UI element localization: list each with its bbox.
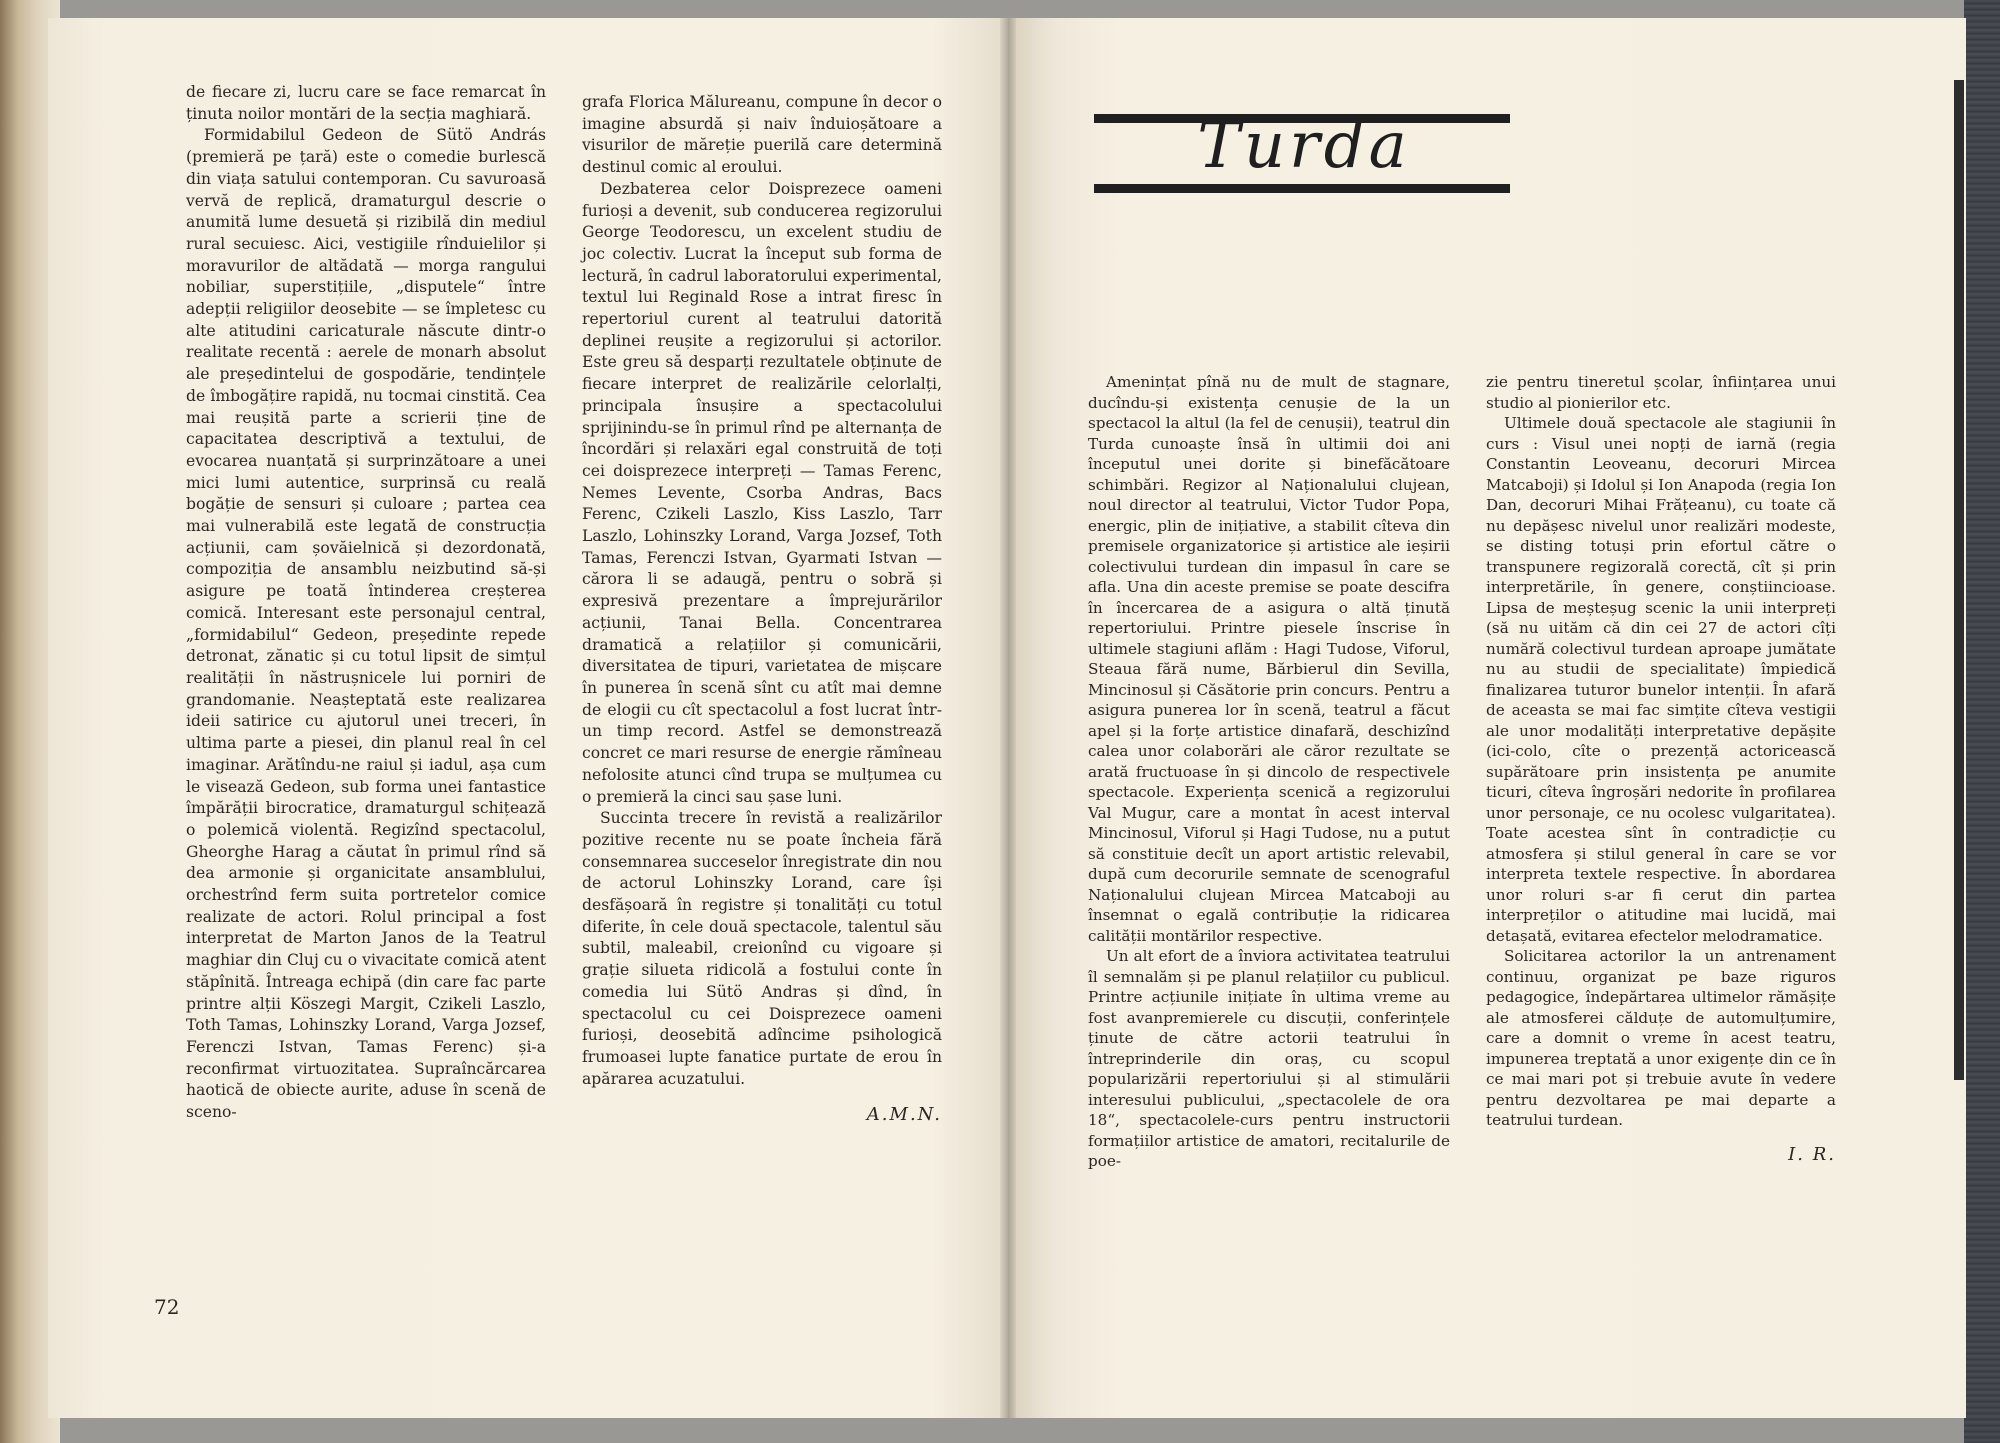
right-column-2	[1486, 372, 1836, 1165]
paragraph: Succinta trecere în revistă a realizărilor pozitive recente nu se poate încheia fără consemnarea succeselor înregistrate din nou de actorul Lohinszky Lorand, care își desfășoară în registre și tonalități cu totul diferite, în cele două spectacole, talentul său subtil, maleabil, creionînd cu vigoare și grație silueta ridicolă a fostului conte în comedia lui Sütö Andras și dînd, în spectacolul cu cei Doisprezece oameni furioși, deosebită adîncime psihologică frumoasei lupte fanatice purtate de erou în apărarea acuzatului.	[582, 809, 942, 1088]
left-column-2	[582, 92, 942, 1126]
title-rule-bottom	[1094, 184, 1510, 193]
paragraph: Un alt efort de a înviora activitatea teatrului îl semnalăm și pe planul relațiilor cu publicul. Printre acțiunile inițiate în ultima vreme au fost avanpremierele cu discuții, conferințele ținute de către actorii teatrului în întreprinderile din oraș, cu scopul popularizării repertoriului și al stimulării interesului publicului, „spectacolele de ora 18“, spectacolele-curs pentru instructorii formațiilor artistice de amatori, recitalurile de poe-	[1088, 947, 1450, 1170]
section-title-block	[1094, 100, 1510, 200]
author-signature: A.M.N.	[866, 1104, 942, 1126]
author-signature: I. R.	[1788, 1143, 1836, 1165]
paragraph: Solicitarea actorilor la un antrenament continuu, organizat pe baze riguros pedagogice, îndepărtarea ultimelor rămășițe ale atmosferei călduțe de automulțumire, care a domnit o vreme în acest teatru, impunerea treptată a unor exigențe din ce în ce mai mari pot și trebuie avute în vedere pentru dezvoltarea pe mai departe a teatrului turdean.	[1486, 947, 1836, 1129]
paragraph: Formidabilul Gedeon de Sütö András (premieră pe țară) este o comedie burlescă din viața satului contemporan. Cu savuroasă vervă de replică, dramaturgul descrie o anumită lume desuetă și rizibilă din mediul rural secuiesc. Aici, vestigiile rînduielilor și moravurilor de altădată — morga rangului nobiliar, superstițiile, „disputele“ între adepții religiilor deosebite — se împletesc cu alte atitudini caricaturale născute dintr-o realitate recentă : aerele de monarh absolut ale președintelui de gospodărie, tendințele de îmbogățire rapidă, nu tocmai cinstită. Cea mai reușită parte a scrierii ține de capacitatea descriptivă a textului, de evocarea nuanțată și surprinzătoare a unei mici lumi autentice, surprinsă cu reală bogăție de sensuri și culoare ; partea cea mai vulnerabilă este legată de construcția acțiunii, cam șovăielnică și dezordonată, compoziția de ansamblu neizbutind să-și asigure pe toată întinderea creșterea comică. Interesant este personajul central, „formidabilul“ Gedeon, președinte repede detronat, zănatic și cu totul lipsit de simțul realității în năstrușnicele lui porniri de grandomanie. Neașteptată este realizarea ideii satirice cu ajutorul unei treceri, în ultima parte a piesei, din planul real în cel imaginar. Arătîndu-ne raiul și iadul, așa cum le visează Gedeon, sub forma unei fantastice împărății birocratice, dramaturgul schițează o polemică violentă. Regizînd spectacolul, Gheorghe Harag a căutat în primul rînd să dea armonie și organicitate ansamblului, orchestrînd ferm suita portretelor comice realizate de actori. Rolul principal a fost interpretat de Marton Janos de la Teatrul maghiar din Cluj cu o vivacitate comică atent stăpînită. Întreaga echipă (din care fac parte printre alții Köszegi Margit, Czikeli Laszlo, Toth Tamas, Lohinszky Lorand, Varga Jozsef, Ferenczi Istvan, Tamas Ferenc) și-a reconfirmat virtuozitatea. Supraîncărcarea haotică de obiecte aurite, aduse în scenă de sceno-	[186, 126, 546, 1122]
left-column-1	[186, 82, 546, 1124]
book-cover-edge	[1964, 0, 2000, 1443]
paragraph: Ultimele două spectacole ale stagiunii în curs : Visul unei nopți de iarnă (regia Constantin Leoveanu, decoruri Mircea Matcaboji) și Idolul și Ion Anapoda (regia Ion Dan, decoruri Mihai Frățeanu), cu toate că nu depășesc nivelul unor realizări modeste, se disting totuși prin efortul către o transpunere regizorală corectă, cît și prin interpretările, în genere, conștiincioase. Lipsa de meșteșug scenic la unii interpreți (să nu uităm că din cei 27 de actori cîți numără colectivul turdean aproape jumătate nu au studii de specialitate) împiedică finalizarea tuturor bunelor intenții. În afară de aceasta se mai fac simțite cîteva vestigii ale unor modalități interpretative depășite (ici-colo, cîte o prezență actoricească supărătoare prin insistența pe anumite ticuri, cîteva îngroșări nedorite în profilarea unor personaje, ce nu ocolesc vulgaritatea). Toate acestea sînt în contradicție cu atmosfera și stilul general în care se vor interpreta textele respective. În abordarea unor roluri s-ar fi cerut din partea interpreților o atitudine mai lucidă, mai detașată, evitarea efectelor melodramatice.	[1486, 414, 1836, 945]
section-title: Turda	[1197, 109, 1411, 183]
book-gutter	[1000, 18, 1016, 1418]
paragraph: Amenințat pînă nu de mult de stagnare, ducîndu-și existența cenușie de la un spectacol la altul (la fel de cenușii), teatrul din Turda cunoaște însă în ultimii doi ani începutul unei dorite și binefăcătoare schimbări. Regizor al Naționalului clujean, noul director al teatrului, Victor Tudor Popa, energic, plin de inițiative, a stabilit cîteva din premisele organizatorice și artistice ale ieșirii colectivului turdean din impasul în care se afla. Una din aceste premise se poate descifra în încercarea de a asigura o altă ținută repertoriului. Printre piesele înscrise în ultimele stagiuni aflăm : Hagi Tudose, Viforul, Steaua fără nume, Bărbierul din Sevilla, Mincinosul și Căsătorie prin concurs. Pentru a asigura punerea lor în scenă, teatrul a făcut apel și la forțe artistice dinafară, deschizînd calea unor colaborări ale căror rezultate se arată fructuoase în și dincolo de respectivele spectacole. Experiența scenică a regizorului Val Mugur, care a montat în acest interval Mincinosul, Viforul și Hagi Tudose, nu a putut să constituie decît un aport artistic relevabil, după cum decorurile semnate de scenograful Naționalului clujean Mircea Matcaboji au însemnat o egală contribuție la ridicarea calității montărilor respective.	[1088, 373, 1450, 945]
paragraph: Dezbaterea celor Doisprezece oameni furioși a devenit, sub conducerea regizorului George Teodorescu, un excelent studiu de joc colectiv. Lucrat la început sub forma de lectură, în cadrul laboratorului experimental, textul lui Reginald Rose a intrat firesc în repertoriul curent al teatrului datorită deplinei reușite a regizorului și actorilor. Este greu să desparți rezultatele obținute de fiecare interpret de realizările celorlalți, principala însușire a spectacolului sprijinindu-se în primul rînd pe alternanța de încordări și relaxări egal construită de toți cei doisprezece interpreți — Tamas Ferenc, Nemes Levente, Csorba Andras, Bacs Ferenc, Czikeli Laszlo, Kiss Laszlo, Tarr Laszlo, Lohinszky Lorand, Varga Jozsef, Toth Tamas, Ferenczi Istvan, Gyarmati Istvan — cărora li se adaugă, pentru o sobră și expresivă prezentare a împrejurărilor acțiunii, Tanai Bella. Concentrarea dramatică a relațiilor și comunicării, diversitatea de tipuri, varietatea de mișcare în punerea în scenă sînt cu atît mai demne de elogii cu cît spectacolul a fost lucrat într-un timp record. Astfel se demonstrează concret ce mari resurse de energie rămîneau nefolosite atunci cînd trupa se mulțumea cu o premieră la cinci sau șase luni.	[582, 179, 942, 806]
paragraph: de fiecare zi, lucru care se face remarcat în ținuta noilor montări de la secția maghiară.	[186, 83, 546, 123]
paragraph: grafa Florica Mălureanu, compune în decor o imagine absurdă și naiv înduioșătoare a visurilor de măreție puerilă care determină destinul comic al eroului.	[582, 93, 942, 177]
paragraph: zie pentru tineretul școlar, înființarea unui studio al pionierilor etc.	[1486, 373, 1836, 412]
page-number: 72	[154, 1295, 180, 1319]
page-edge-shadow	[1954, 80, 1964, 1080]
right-column-1	[1088, 372, 1450, 1172]
